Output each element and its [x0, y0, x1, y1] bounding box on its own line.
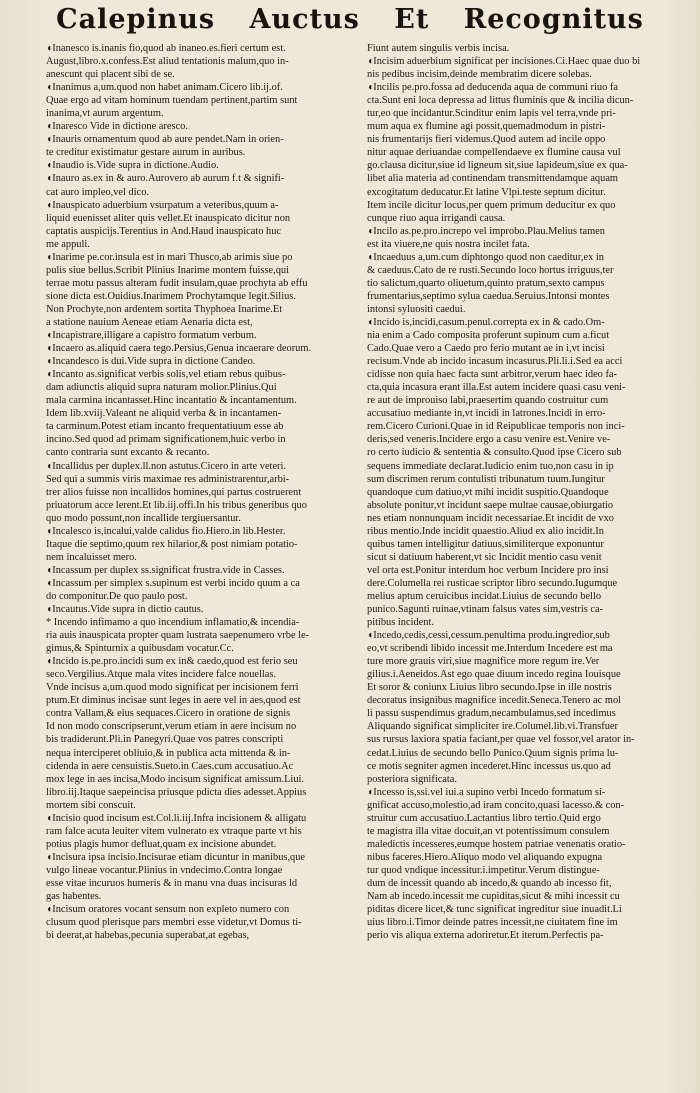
- text-line: quibus tamen intelligitur datiuus,similiterque exponuntur: [367, 538, 604, 550]
- text-line: eo,vt scribendi libido incessit me.Interdum Incedere est ma: [367, 643, 613, 655]
- text-line: maledictis incesseres,eumque hostem patriae venenatis oratio-: [367, 838, 626, 850]
- text-line: dere.Columella rei rusticae scriptor libro secundo.Iugumque: [367, 577, 618, 589]
- text-line: gnificat accuso,molestio,ad iram concito,quasi lacesso.& con-: [367, 799, 625, 811]
- text-line: tur quod vndique incessitur.i.impetitur.Verum distingue-: [367, 864, 600, 876]
- text-line: ◖Incido is,incidi,casum.penul.correpta ex in & cado.Om-: [367, 316, 605, 328]
- text-line: rem.Cicero Curioni.Quae in id Reipublicae temporis non inci-: [367, 421, 625, 433]
- text-line: ◖Inaresco Vide in dictione aresco.: [46, 121, 188, 133]
- text-line: pulis siue bellus.Scribit Plinius Inarime montem fuisse,qui: [46, 264, 290, 276]
- text-line: ◖Incaero as.aliquid caera tego.Persius,Genua incaerare deorum.: [46, 343, 312, 355]
- text-line: nequa interciperet obliuio,& in publica acta mittenda & in-: [46, 747, 291, 759]
- text-line: bis tradiderunt.Pli.in Panegyri.Quae vos patres conscripti: [46, 734, 284, 746]
- text-line: priuatorum acce lerent.Et lib.iij.offi.In his tribus generibus quo: [46, 499, 307, 511]
- text-line: ◖Incalesco is,incalui,valde calidus fio.Hiero.in lib.Hester.: [46, 525, 286, 537]
- text-line: ◖Inarime pe.cor.insula est in mari Thusco,ab arimis siue po: [46, 251, 293, 263]
- text-line: Idem lib.xviij.Valeant ne aliquid verba & in incantamen-: [46, 408, 282, 420]
- text-line: decoratus insignibus magnifice incedit.Seneca.Tenero ac mol: [367, 695, 622, 707]
- text-line: ◖Inanesco is.inanis fio,quod ab inaneo.es.fieri certum est.: [46, 43, 286, 54]
- text-line: ribus mentio.Inde incidit quaestio.Aliud ex alio incidit.In: [367, 525, 604, 537]
- text-line: me appuli.: [46, 238, 90, 250]
- right-column: [367, 42, 663, 942]
- text-line: li passu suspendimus gradum,necambulamus,sed incedimus: [367, 708, 616, 720]
- text-line: ptum.Et diminus incisae sunt leges in aere vel in aes,quod est: [46, 695, 301, 707]
- text-line: * Incendo infimamo a quo incendium inflamatio,& incendia-: [46, 617, 300, 629]
- running-head: [0, 4, 700, 44]
- text-line: cedat.Liuius de secundo bello Punico.Quum signis prima lu-: [367, 747, 619, 759]
- text-line: Sed qui a summis viris maximae res administrarentur,arbi-: [46, 473, 290, 485]
- text-line: posteriora significata.: [367, 773, 458, 785]
- text-line: cat auro impleo,vel dico.: [46, 186, 150, 198]
- text-line: Itaque die septimo,quum rex hilarior,& post nimiam potatio-: [46, 538, 298, 550]
- text-line: ◖Inauris ornamentum quod ab aure pendet.Nam in orien-: [46, 134, 284, 146]
- text-line: ◖Incandesco is dui.Vide supra in dictione Candeo.: [46, 356, 256, 368]
- text-line: tio salictum,quarto oliuetum,quinto pratum,sexto campus: [367, 277, 605, 289]
- text-line: go.clausa dicitur,siue id ligneum sit,siue lapideum,siue ex qua-: [367, 160, 628, 172]
- text-line: nis frumentarijs fieri videmus.Quod autem ad incile oppo: [367, 134, 606, 146]
- text-line: sicut si datiuum haberent,vt sic Incidit mentio casu venit: [367, 551, 602, 563]
- text-line: ◖Incanto as.significat verbis solis,vel etiam rebus quibus-: [46, 369, 286, 381]
- text-line: trer alios fuisse non incallidos homines,qui partus costruerent: [46, 486, 302, 498]
- text-line: ◖Incido is.pe.pro.incidi sum ex in& caedo,quod est ferio seu: [46, 656, 298, 668]
- text-line: contra Vallam,& eius sequaces.Cicero in oratione de signis: [46, 708, 291, 720]
- text-line: & caeduus.Cato de re rusti.Secundo loco hortus irriguus,ter: [367, 264, 614, 276]
- text-line: deris,sed veneris.Incidere ergo a casu venire est.Venire ve-: [367, 434, 611, 446]
- text-line: a statione nauium Aeneae etiam Aenaria dicta est,: [46, 316, 253, 328]
- text-line: terrae motu passus alteram fudit insulam,quae prochyta ab effu: [46, 277, 308, 289]
- text-line: ce motis segniter agmen incederet.Hinc incessus us.quo ad: [367, 760, 611, 772]
- text-line: nis pedibus incisim,deinde membratim dicere solebas.: [367, 69, 592, 81]
- text-line: ◖Incallidus per duplex.ll.non astutus.Cicero in arte veteri.: [46, 460, 286, 472]
- text-line: frumentarius,septimo sylua caedua.Seruius.Intonsi montes: [367, 290, 610, 302]
- text-line: mala carmina incantasset.Hinc incantatio & incantamentum.: [46, 395, 297, 407]
- text-line: est ita viuere,ne quis nostra incilet fata.: [367, 238, 530, 250]
- text-line: potius plagis humor defluat,quam ex incisione abundet.: [46, 838, 277, 850]
- text-line: cunque riuo aqua irrigandi causa.: [367, 212, 506, 224]
- text-line: tur,eo que incidantur.Scinditur enim lapis vel terra,vnde pri-: [367, 108, 616, 120]
- running-head-word: Et: [394, 4, 430, 35]
- text-line: ◖Inauspicato aduerbium vsurpatum a veteribus,quum a-: [46, 199, 279, 211]
- text-line: Fiunt autem singulis verbis incisa.: [367, 43, 510, 54]
- running-head-word: Recognitus: [463, 4, 644, 35]
- text-line: ◖Incisim aduerbium significat per incisiones.Ci.Haec quae duo bi: [367, 56, 641, 68]
- text-line: ria auis inauspicata propter quam lustrata saepenumero vrbe le-: [46, 630, 310, 642]
- text-line: Non Prochyte,non ardentem sortita Thyphoea Inarime.Et: [46, 303, 283, 315]
- text-line: melius aptum ceruicibus incidat.Liuius de secundo bello: [367, 590, 602, 602]
- text-line: ◖Inauro as.ex in & auro.Aurovero ab aurum f.t & signifi-: [46, 173, 285, 185]
- text-line: Id non modo conscripserunt,verum etiam in aere incisum no: [46, 721, 297, 733]
- text-line: Cado.Quae vero a Caedo pro ferio mutant ae in i,vt incisi: [367, 343, 605, 355]
- text-line: pitibus incident.: [367, 617, 434, 629]
- text-line: liquid euenisset aliter quis vellet.Et inauspicato dicitur non: [46, 212, 291, 224]
- text-line: ◖Incaeduus a,um.cum diphtongo quod non caeditur,ex in: [367, 251, 604, 263]
- text-line: ◖Incautus.Vide supra in dictio cautus.: [46, 604, 204, 616]
- text-line: sum discrimen rerum contulisti tribunatum tuum.Iungitur: [367, 473, 605, 485]
- text-line: cidenda in aere censuistis.Sueto.in Caes.cum accusatiuo.Ac: [46, 760, 294, 772]
- text-line: ture more grauis viri,siue magnifice more regum ire.Ver: [367, 656, 600, 668]
- text-line: Item incile dicitur locus,per quem primum deducitur ex quo: [367, 199, 616, 211]
- text-line: captatis auspicijs.Terentius in And.Haud inauspicato huc: [46, 225, 282, 237]
- text-line: quo modo possunt,non incallide tergiuersantur.: [46, 512, 241, 524]
- text-line: mum aqua ex flumine agi possit,quemadmodum in pistri-: [367, 121, 606, 133]
- left-column: [46, 42, 336, 942]
- text-line: gimus,& Spinturnix a quibusdam vocatur.Cc.: [46, 643, 234, 655]
- text-line: cidisse non quia haec facta sunt arbitror,verum haec ideo fa-: [367, 369, 618, 381]
- text-line: cta.Sunt eni loca depressa ad littus fluminis que & incilia dicun-: [367, 95, 634, 107]
- text-line: vulgo lineae vocantur.Plinius in vndecimo.Contra longae: [46, 864, 283, 876]
- text-line: Aliquando significat simpliciter ire.Columel.lib.vi.Transfuer: [367, 721, 618, 733]
- text-line: ram falce acuta leuiter vitem vulnerato ex vtraque parte vt his: [46, 825, 302, 837]
- text-line: ◖Incisio quod incisum est.Col.li.iij.Infra incisionem & alligatu: [46, 812, 307, 824]
- text-line: bi deerat,at habebas,pecunia superabat,at egebas,: [46, 930, 250, 942]
- text-line: punico.Sagunti ruinae,vtinam falsus vates sim,vestris ca-: [367, 604, 604, 616]
- text-line: struitur cum accusatiuo.Lactantius libro tertio.Quid ergo: [367, 812, 601, 824]
- text-line: piditas dicere licet,& tunc significat ingreditur siue inuadit.Li: [367, 904, 622, 916]
- text-line: te magistra illa vitae docuit,an vt potentissimum consulem: [367, 825, 610, 837]
- text-line: gas habentes.: [46, 891, 102, 903]
- text-line: inanima,vt aurum argentum.: [46, 108, 164, 120]
- text-line: clusum quod plerisque pars membri esse videtur,vt Domus ti-: [46, 917, 302, 929]
- text-line: te creditur existimatur gestare aurum in auribus.: [46, 147, 246, 159]
- text-line: ◖Incisura ipsa incisio.Incisurae etiam dicuntur in manibus,que: [46, 851, 306, 863]
- text-line: vel orta est.Ponitur interdum hoc verbum Incidere pro insi: [367, 564, 609, 576]
- text-line: libet alia materia ad continendam transmittendamque aquam: [367, 173, 619, 185]
- text-line: nem incaluisset mero.: [46, 551, 137, 563]
- running-head-word: Calepinus: [56, 4, 216, 35]
- text-line: do componitur.De quo paulo post.: [46, 590, 188, 602]
- text-line: mortem sibi conscuit.: [46, 799, 136, 811]
- text-line: seco.Vergilius.Atque mala vites incidere falce nouellas.: [46, 669, 277, 681]
- text-line: intonsi syluositi caedui.: [367, 303, 466, 315]
- text-line: excogitatum deducatur.Et latine Vlpi.teste septum dicitur.: [367, 186, 606, 198]
- text-line: Nam ab incedo.incessit me cupiditas,sicut & mihi incessit cu: [367, 891, 620, 903]
- text-line: canto contraria sunt excanto & recanto.: [46, 447, 210, 459]
- text-line: perio vis aliqua externa adoriretur.Et iterum.Perfectis pa-: [367, 930, 604, 942]
- text-line: ◖Incassum per duplex ss.significat frustra.vide in Casses.: [46, 564, 285, 576]
- text-line: ◖Incisum oratores vocant sensum non expleto numero con: [46, 904, 290, 916]
- text-line: ◖Incedo,cedis,cessi,cessum.penultima produ.ingredior,sub: [367, 630, 610, 642]
- running-head-word: Auctus: [249, 4, 360, 35]
- text-line: esse vitae incuruos humeris & in manu vna duas incisuras ld: [46, 878, 298, 889]
- text-line: Vnde incisus a,um.quod modo significat per incisionem ferri: [46, 682, 299, 694]
- text-line: nibus faceres.Hiero.Aliquo modo vel aliquando expugna: [367, 851, 603, 863]
- text-line: sus rursus laxiora spatia faciant,per quae vel fossor,vel arator in-: [367, 734, 635, 746]
- text-line: mox lege in aes incisa,Modo incisum significat amissum.Liui.: [46, 773, 304, 785]
- text-line: Et soror & coniunx Liuius libro secundo.Ipse in ille nostris: [367, 682, 612, 694]
- text-line: quandoque cum datiuo,vt mihi incidit suspitio.Quandoque: [367, 486, 609, 498]
- text-line: sequens immediate declarat.Iudicio enim tuo,non casu in ip: [367, 460, 614, 472]
- text-line: gilius.i.Aeneidos.Ast ego quae diuum incedo regina Iouisque: [367, 669, 621, 681]
- text-line: absolute ponitur,vt incidunt saepe multae causae,obiurgatio: [367, 499, 614, 511]
- text-line: ◖Incapistrare,illigare a capistro formatum verbum.: [46, 330, 257, 342]
- text-line: ◖Inanimus a,um.quod non habet animam.Cicero lib.ij.of.: [46, 82, 283, 94]
- text-line: August,libro.x.confess.Est aliud tentationis malum,quo in-: [46, 56, 289, 68]
- text-line: Quae ergo ad vitam hominum tuendam pertinent,partim sunt: [46, 95, 298, 107]
- text-line: ta carminum.Potest etiam incanto frequentatiuum esse ab: [46, 421, 284, 433]
- text-line: uius libro.i.Timor deinde patres incessit,ne ciuitatem fine im: [367, 917, 618, 929]
- text-line: incino.Sed quod ad primam significationem,huic verbo in: [46, 434, 286, 446]
- text-line: cta,quia incasura erant illa.Est autem incidere quasi casu veni-: [367, 382, 626, 394]
- text-line: nes etiam nonnunquam incidit necessariae.Et incidit de vxo: [367, 512, 614, 524]
- text-line: ◖Inaudio is.Vide supra in dictione.Audio.: [46, 160, 219, 172]
- text-line: recisum.Vnde ab incido incasum incasurus.Pli.li.i.Sed ea acci: [367, 356, 623, 368]
- text-line: ro certo iudicio & sententia & consulto.Quod ipse Cicero sub: [367, 447, 622, 459]
- text-line: accusatiuo mediante in,vt incidi in latrones.Incidi in erro-: [367, 408, 606, 420]
- text-line: ◖Incilo as.pe.pro.increpo vel improbo.Plau.Melius tamen: [367, 225, 605, 237]
- text-line: nia enim a Cado composita proferunt supinum cum a.ficut: [367, 330, 610, 342]
- text-line: sione dicta est.Ouidius.Inarimem Prochytamque legit.Silius.: [46, 290, 296, 302]
- text-line: dam adiunctis aliquid supra naturam molior.Plinius.Qui: [46, 382, 277, 394]
- text-line: ◖Incesso is,ssi.vel iui.a supino verbi Incedo formatum si-: [367, 786, 606, 798]
- text-line: re aut de improuiso labi,praesertim quando costruitur cum: [367, 395, 609, 407]
- text-line: ◖Incassum per simplex s.supinum est verbi incido quum a ca: [46, 577, 300, 589]
- text-line: ◖Incilis pe.pro.fossa ad deducenda aqua de communi riuo fa: [367, 82, 618, 94]
- text-line: anescunt qui placent sibi de se.: [46, 69, 175, 81]
- text-line: libro.iij.Itaque saepeincisa priusque pdicta dies adesset.Appius: [46, 786, 307, 798]
- text-line: nitur aquae deriuandae compellendaeve ex flumine causa vul: [367, 147, 621, 159]
- text-line: dum de incessit quando ab incedo,& quando ab incesso fit,: [367, 878, 612, 889]
